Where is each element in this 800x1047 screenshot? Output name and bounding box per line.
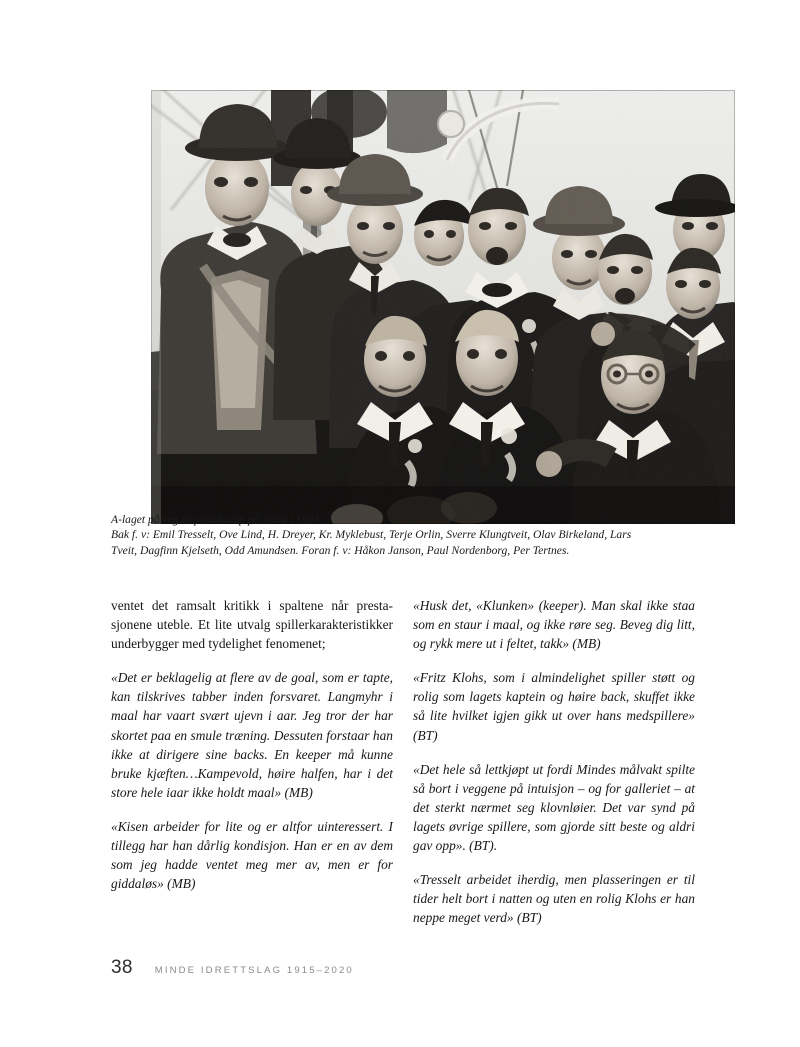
caption-line-3: Tveit, Dagfinn Kjelseth, Odd Amundsen. Foran f. v: Håkon Janson, Paul Nordenborg, Per Tertnes. (111, 543, 570, 557)
right-column (413, 596, 695, 927)
photo-frame (151, 90, 735, 524)
paragraph-quote-langmyhr: «Det er beklagelig at flere av de goal, som er tapte, kan tilskrives tabber inden forsvaret. Langmyhr i maal har vaart svært ujevn i aar. Jeg tror der har skortet paa en smule træning. Dessuten forstaar han ikke at dirigere sine backs. En keeper må kunne bruke kjæften…Kampevold, høire halfen, har i det store hele iaar ikke holdt maal» (MB) (111, 670, 393, 800)
photo-image (151, 90, 735, 524)
caption-line-1: A-laget på veg til pokalkamp på Stord i 1931. (111, 513, 323, 526)
team-photograph (151, 90, 735, 524)
paragraph-quote-klohs: «Fritz Klohs, som i almindelighet spiller støtt og rolig som lagets kaptein og høire back, skuffet ikke så lite hvilket igjen gikk ut over hans medspillere» (BT) (413, 670, 695, 743)
paragraph-intro: ventet det ramsalt kritikk i spaltene når prestasjonene uteble. Et lite utvalg spillerkarakteristikker underbygger med tydelighet fenomenet; (111, 598, 393, 652)
paragraph-quote-malvakt: «Det hele så lettkjøpt ut fordi Mindes målvakt spilte så bort i veggene på intuisjon – og for galleriet – at det sterkt nærmet seg klovnløier. Det var synd på lagets øvrige spillere, som gjorde sitt beste og aldri gav opp». (BT). (413, 761, 695, 854)
page-number: 38 (111, 957, 133, 978)
left-column (111, 596, 393, 893)
paragraph-quote-kisen: «Kisen arbeider for lite og er altfor uinteressert. I tillegg har han dårlig kondisjon. Han er en av dem som jeg hadde ventet meg mer av, men er for giddaløs» (MB) (111, 818, 393, 892)
paragraph-quote-klunken: «Husk det, «Klunken» (keeper). Man skal ikke staa som en staur i maal, og ikke røre seg. Beveg dig litt, og rykk mere ut i feltet, takk» (MB) (413, 598, 695, 652)
paragraph-quote-tresselt: «Tresselt arbeidet iherdig, men plasseringen er til tider helt bort i natten og uten en rolig Klohs er han neppe meget verd» (BT) (413, 872, 695, 926)
body-columns (111, 596, 695, 936)
photo-caption (111, 512, 701, 558)
running-head: MINDE IDRETTSLAG 1915–2020 (154, 965, 354, 976)
page-footer (111, 957, 354, 979)
caption-line-2: Bak f. v: Emil Tresselt, Ove Lind, H. Dreyer, Kr. Myklebust, Terje Orlin, Sverre Klungtveit, Olav Birkeland, Lars (111, 528, 632, 542)
